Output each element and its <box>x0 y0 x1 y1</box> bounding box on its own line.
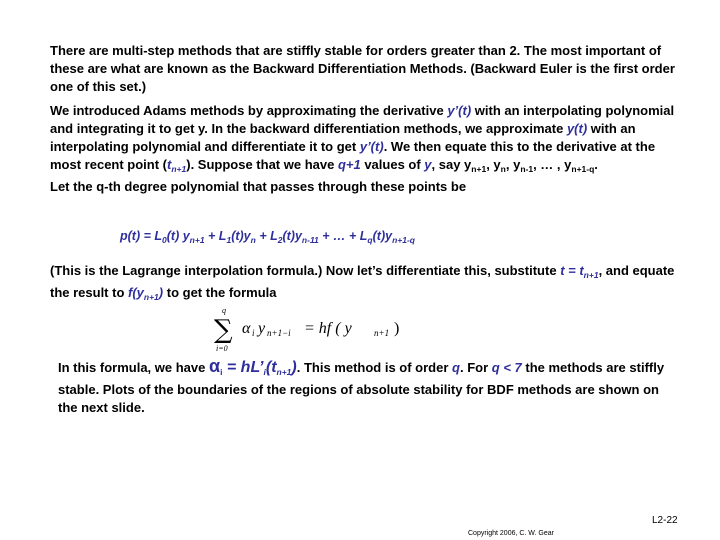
svg-text:): ) <box>394 320 400 337</box>
copyright-notice: Copyright 2006, C. W. Gear <box>468 530 554 537</box>
svg-text:i: i <box>252 328 255 338</box>
page-number: L2-22 <box>652 515 678 526</box>
svg-text:n+1−i: n+1−i <box>267 328 291 338</box>
y-prime-term: y’(t) <box>447 103 472 118</box>
formula-rhs: = hf ( y <box>304 320 352 337</box>
lagrange-paragraph: (This is the Lagrange interpolation formula.) Now let’s differentiate this, substitute $t = t_{n+1}$, and equate the result to $f(y_{n+1})$ to get the formula <box>50 263 675 302</box>
intro-paragraph: There are multi-step methods that are stiffly stable for orders greater than 2. The most important of these are what are known as the Backward Differentiation Methods. (Backward Euler is the first order one of this set.) <box>50 43 675 94</box>
svg-text:n+1: n+1 <box>374 328 390 338</box>
bdf-formula <box>212 306 412 354</box>
alpha-coefficient: $\alpha_i$ <box>208 356 223 377</box>
alpha-symbol: α <box>242 320 251 337</box>
svg-text:y: y <box>258 320 266 337</box>
y-term: y(t) <box>566 121 588 136</box>
sum-icon: ∑ <box>214 315 233 345</box>
adams-paragraph: We introduced Adams methods by approximating the derivative y’(t) with an interpolating polynomial and integrating it to get y. In the backward differentiation methods, we approximate y(t) with an interpolating polynomial and differentiate it to get y’(t). We then equate this to the derivative at the most recent point $(t_{n+1})$. Suppose that we have q+1 values of y, say $y_{n+1}$, $y_n$, $y_{n-1}$, … , $y_{n+1-q}$. Let the q-th degree polynomial that passes through these points be <box>50 103 675 194</box>
sum-upper-limit: q <box>222 306 226 315</box>
polynomial-intro: Let the q-th degree polynomial that passes through these points be <box>50 179 467 194</box>
order-paragraph: In this formula, we have $\alpha_i$ = $hL’_i(t_{n+1})$. This method is of order q. For q < 7 the methods are stiffly stable. Plots of the boundaries of the regions of absolute stability for BDF methods are shown on the next slide. <box>58 356 665 415</box>
lagrange-polynomial: $p(t) = L_0(t) y_{n+1} + L_1(t)y_n + L_2(t)y_{n-11}$ + … + $L_q(t)y_{n+1-q}$ <box>120 229 415 245</box>
sum-lower-limit: i=0 <box>216 344 228 353</box>
